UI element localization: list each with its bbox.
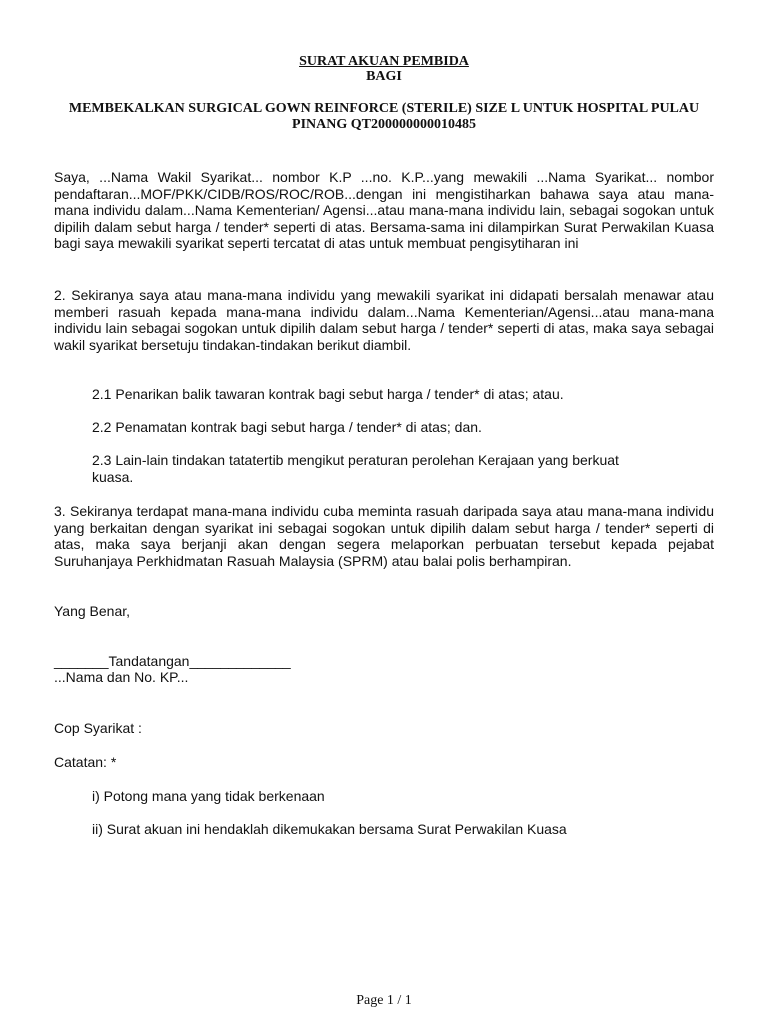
paragraph-2: 2. Sekiranya saya atau mana-mana individu yang mewakili syarikat ini didapati bersalah menawar atau memberi rasuah kepada mana-mana individu dalam...Nama Kementerian/Agensi...atau mana-mana individu lain sebagai sogokan untuk dipilih dalam sebut harga / tender* seperti di atas, maka saya sebagai wakil syarikat bersetuju tindakan-tindakan berikut diambil. xyxy=(54,287,714,353)
paragraph-1: Saya, ...Nama Wakil Syarikat... nombor K.P ...no. K.P...yang mewakili ...Nama Syarikat... nombor pendaftaran...MOF/PKK/CIDB/ROS/ROC/ROB...dengan ini mengistiharkan bahawa saya atau mana-mana individu dalam...Nama Kementerian/ Agensi...atau mana-mana individu lain, sebagai sogokan untuk dipilih dalam sebut harga / tender* seperti di atas. Bersama-sama ini dilampirkan Surat Perwakilan Kuasa bagi saya mewakili syarikat seperti tercatat di atas untuk membuat pengisytiharan ini xyxy=(54,169,714,251)
note-2: ii) Surat akuan ini hendaklah dikemukakan bersama Surat Perwakilan Kuasa xyxy=(92,821,567,837)
notes-heading: Catatan: * xyxy=(54,754,117,770)
company-stamp-label: Cop Syarikat : xyxy=(54,720,142,736)
document-subject: MEMBEKALKAN SURGICAL GOWN REINFORCE (STERILE) SIZE L UNTUK HOSPITAL PULAU PINANG QT200000000010485 xyxy=(68,101,700,132)
title-connector: BAGI xyxy=(366,69,402,84)
signature-line: _______Tandatangan_____________ xyxy=(54,653,291,669)
signature-name-placeholder: ...Nama dan No. KP... xyxy=(54,669,189,685)
page-number: Page 1 / 1 xyxy=(356,993,412,1008)
list-item-2-3: 2.3 Lain-lain tindakan tatatertib mengikut peraturan perolehan Kerajaan yang berkuat kuasa. xyxy=(92,452,619,485)
closing-salutation: Yang Benar, xyxy=(54,603,131,619)
list-item-2-2: 2.2 Penamatan kontrak bagi sebut harga / tender* di atas; dan. xyxy=(92,419,482,435)
document-title: SURAT AKUAN PEMBIDA xyxy=(299,54,469,69)
list-item-2-1: 2.1 Penarikan balik tawaran kontrak bagi sebut harga / tender* di atas; atau. xyxy=(92,386,564,402)
note-1: i) Potong mana yang tidak berkenaan xyxy=(92,788,325,804)
paragraph-3: 3. Sekiranya terdapat mana-mana individu cuba meminta rasuah daripada saya atau mana-mana individu yang berkaitan dengan syarikat ini sebagai sogokan untuk dipilih dalam sebut harga / tender* seperti di atas, maka saya berjanji akan dengan segera melaporkan perbuatan tersebut kepada pejabat Suruhanjaya Perkhidmatan Rasuah Malaysia (SPRM) atau balai polis berhampiran. xyxy=(54,503,714,569)
